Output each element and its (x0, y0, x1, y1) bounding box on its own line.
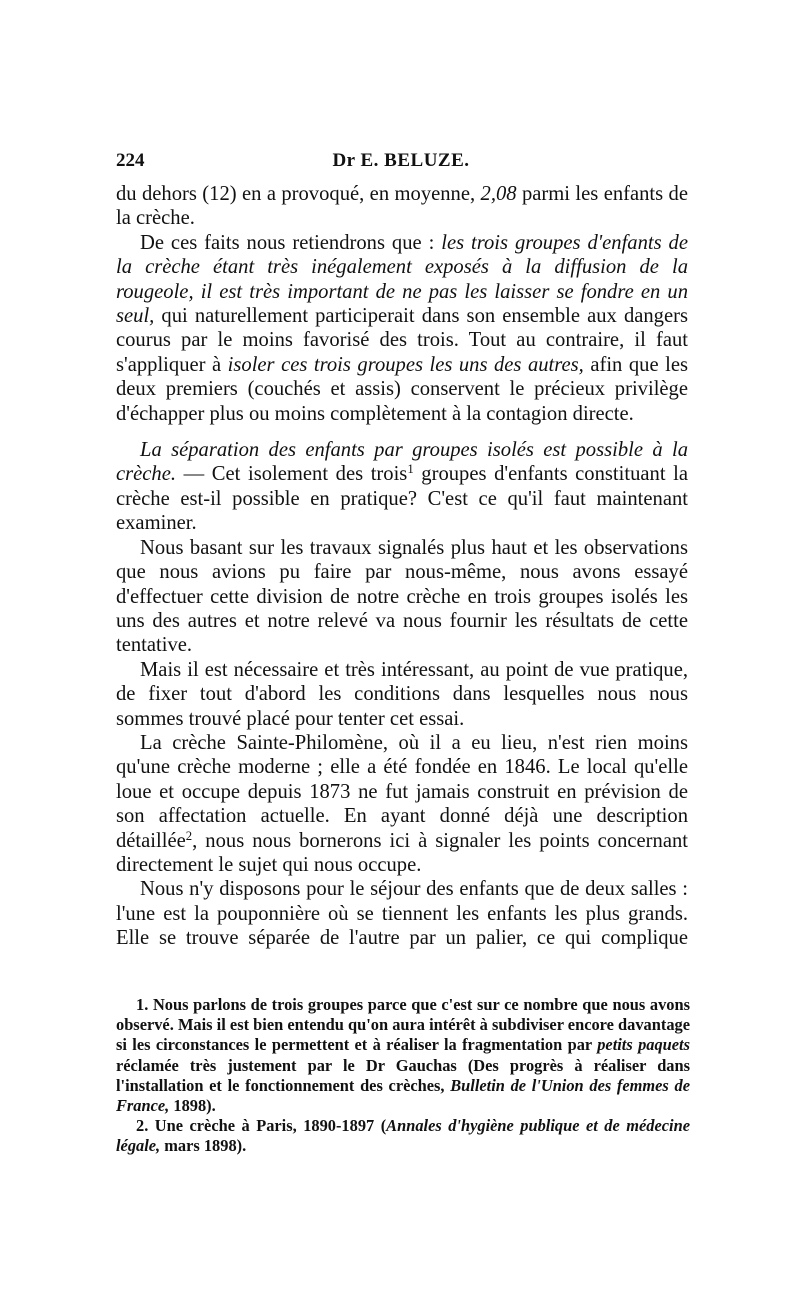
footnote-1 (116, 995, 690, 1116)
running-title: Dr E. BELUZE. (332, 150, 470, 171)
emphasis: Annales d'hygiène publique et de médecine légale, (116, 1116, 690, 1156)
text-run: du dehors (12) en a provoqué, en moyenne, (116, 183, 481, 205)
text-run: 1898). (169, 1096, 216, 1116)
footnote-ref: 1 (407, 462, 414, 477)
text-run: afin que les deux premiers (couchés et assis) conservent le précieux privilège d'échapper plus ou moins complètement à la contagion directe. (116, 353, 688, 425)
paragraph-6 (116, 731, 688, 877)
emphasis: isoler ces trois groupes les uns des autres, (227, 353, 584, 376)
section-heading: La séparation des enfants par groupes isolés est possible à la crèche. (116, 439, 688, 486)
text-run: , nous nous bornerons ici à signaler les points concernant directement le sujet qui nous occupe. (116, 829, 688, 876)
emphasis: les trois groupes d'enfants de la crèche étant très inégalement exposés à la diffusion de la rougeole, il est très important de ne pas les laisser se fondre en un seul, (116, 231, 688, 328)
page-header (116, 150, 686, 176)
text-run: La crèche Sainte-Philomène, où il a eu lieu, n'est rien moins qu'une crèche moderne ; elle a été fondée en 1846. Le local qu'elle loue et occupe depuis 1873 ne fut jamais construit en prévision de son affectation actuelle. En ayant donné déjà une description détaillée (116, 731, 688, 852)
text-run: 1. Nous parlons de trois groupes parce que c'est sur ce nombre que nous avons observé. Mais il est bien entendu qu'on aura intérêt à subdiviser encore davantage si les circonstances le permettent et à réaliser la fragmentation par (116, 995, 690, 1055)
paragraph-1 (116, 182, 688, 231)
paragraph-4: Nous basant sur les travaux signalés plus haut et les observations que nous avions pu faire par nous-même, nous avons essayé d'effectuer cette division de notre crèche en trois groupes isolés les uns des autres et notre relevé va nous fournir les résultats de cette tentative. (116, 536, 688, 657)
text-run: réclamée très justement par le Dr Gauchas (Des progrès à réaliser dans l'installation et le fonctionnement des crèches, (116, 1055, 690, 1095)
page-number: 224 (116, 150, 145, 171)
text-run: — Cet isolement des trois (176, 463, 408, 486)
footnote-ref: 2 (185, 828, 193, 843)
body-text (116, 182, 688, 951)
text-run: De ces faits nous retiendrons que : (140, 231, 442, 254)
emphasis: Bulletin de l'Union des femmes de France, (116, 1075, 690, 1116)
paragraph-5: Mais il est nécessaire et très intéressant, au point de vue pratique, de fixer tout d'abord les conditions dans lesquelles nous nous sommes trouvé placé pour tenter cet essai. (116, 658, 688, 730)
paragraph-7: Nous n'y disposons pour le séjour des enfants que de deux salles : l'une est la pouponnière où se tiennent les enfants les plus grands. Elle se trouve séparée de l'autre par un palier, ce qui complique (116, 878, 688, 950)
text-run: 2. Une crèche à Paris, 1890-1897 ( (136, 1116, 387, 1136)
paragraph-2 (116, 231, 688, 426)
text-run: qui naturellement participerait dans son ensemble aux dangers courus par le moins favorisé des trois. Tout au contraire, il faut s'appliquer à (116, 305, 688, 376)
footnotes (116, 995, 690, 1157)
text-run: parmi les enfants de la crèche. (116, 183, 688, 230)
footnote-2 (116, 1116, 690, 1156)
emphasis: petits paquets (597, 1035, 690, 1055)
text-run: groupes d'enfants constituant la crèche est-il possible en pratique? C'est ce qu'il faut maintenant examiner. (116, 463, 688, 535)
paragraph-3 (116, 438, 688, 536)
emphasis: 2,08 (480, 183, 517, 205)
text-run: mars 1898). (160, 1136, 247, 1156)
